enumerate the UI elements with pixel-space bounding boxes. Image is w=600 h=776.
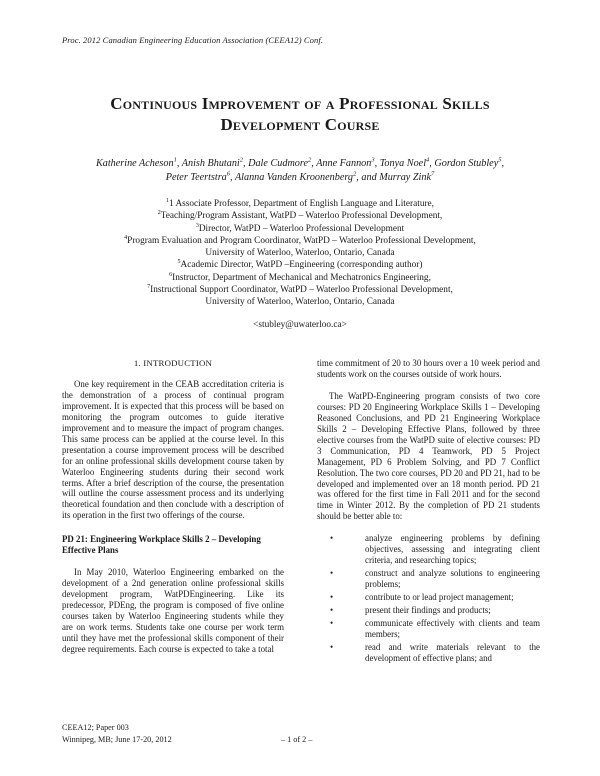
footer-info bbox=[62, 722, 172, 746]
page-number: – 1 of 2 – bbox=[281, 735, 313, 744]
bullet-icon: • bbox=[330, 618, 334, 629]
bullet-icon: • bbox=[330, 592, 334, 603]
section-heading: 1. INTRODUCTION bbox=[133, 358, 213, 368]
footer-location-date: Winnipeg, MB; June 17-20, 2012 bbox=[62, 735, 172, 744]
affiliation-list bbox=[60, 198, 540, 331]
author: Anish Bhutani$^2$ bbox=[181, 156, 244, 169]
footer-paper-id: CEEA12; Paper 003 bbox=[62, 723, 129, 732]
affiliation: $^7$Instructional Support Coordinator, WatPD – Waterloo Professional Development, bbox=[147, 283, 453, 296]
continued-paragraph: time commitment of 20 to 30 hours over a 10 week period and students work on the courses outside of work hours. bbox=[317, 358, 540, 379]
contact-email[interactable]: <stubley@uwaterloo.ca> bbox=[253, 319, 347, 330]
list-item: • communicate effectively with clients and team members; bbox=[330, 618, 540, 639]
list-item: • contribute to or lead project management; bbox=[330, 592, 514, 603]
author: Peter Teertstra$^6$ bbox=[165, 170, 231, 183]
author: Alanna Vanden Kroonenberg$^2$ bbox=[234, 170, 357, 183]
title-line-1: Continuous Improvement of a Professional Skills bbox=[110, 94, 490, 113]
affiliation: $^6$Instructor, Department of Mechanical and Mechatronics Engineering, bbox=[169, 271, 431, 283]
intro-paragraph: One key requirement in the CEAB accreditation criteria is the demonstration of a process of continual program improvement. It is expected that this process will be based on monitoring the program outcomes to guide iterative improvement and to measure the impact of program changes. This same process can be applied at the course level. In this presentation a course improvement process will be described for an online professional skills development course taken by Waterloo Engineering students during their second work terms. After a brief description of the course, the presentation will outline the course assessment process and its underlying theoretical foundation and then conclude with a description of its operation in the first two offerings of the course. bbox=[62, 378, 284, 521]
affiliation: $^2$Teaching/Program Assistant, WatPD – Waterloo Professional Development, bbox=[157, 210, 443, 222]
affiliation: $^1$1 Associate Professor, Department of English Language and Literature, bbox=[165, 197, 435, 209]
affiliation: $^4$Program Evaluation and Program Coordinator, WatPD – Waterloo Professional Development, bbox=[124, 234, 476, 246]
author: Dale Cudmore$^2$ bbox=[248, 156, 312, 169]
author-list: Katherine Acheson$^1$, Anish Bhutani$^2$, Dale Cudmore$^2$, Anne Fannon$^3$, Tonya Noel$^4$, Gordon Stubley$^5$, Peter Teertstra$^6$, Alanna Vanden Kroonenberg$^2$, and Murray Zink$^7$ bbox=[95, 156, 505, 183]
bullet-icon: • bbox=[330, 533, 334, 544]
list-item: • construct and analyze solutions to engineering problems; bbox=[330, 568, 540, 590]
outcomes-list bbox=[317, 533, 540, 663]
bullet-icon: • bbox=[330, 568, 334, 579]
affiliation: University of Waterloo, Waterloo, Ontario, Canada bbox=[205, 248, 395, 259]
left-column bbox=[62, 358, 284, 666]
affiliation: $^3$Director, WatPD – Waterloo Professional Development bbox=[195, 222, 405, 234]
affiliation: University of Waterloo, Waterloo, Ontario, Canada bbox=[205, 297, 395, 308]
author: Katherine Acheson$^1$ bbox=[95, 156, 177, 169]
author: Anne Fannon$^3$ bbox=[316, 156, 375, 169]
author: Gordon Stubley$^5$ bbox=[434, 156, 502, 169]
title-line-2: Development Course bbox=[220, 115, 380, 134]
author: Tonya Noel$^4$ bbox=[379, 156, 430, 169]
list-item: • analyze engineering problems by defining objectives, assessing and integrating client criteria, and researching topics; bbox=[330, 533, 540, 566]
bullet-icon: • bbox=[330, 641, 334, 652]
right-column bbox=[317, 358, 540, 666]
list-item: • read and write materials relevant to the development of effective plans; and bbox=[330, 641, 540, 663]
list-item: • present their findings and products; bbox=[330, 605, 491, 616]
affiliation: $^5$Academic Director, WatPD –Engineering (corresponding author) bbox=[177, 259, 423, 271]
subsection-heading: PD 21: Engineering Workplace Skills 2 – Developing Effective Plans bbox=[62, 534, 261, 556]
author: Murray Zink$^7$ bbox=[379, 170, 435, 183]
pd21-paragraph: In May 2010, Waterloo Engineering embarked on the development of a 2nd generation online professional skills development program, WatPDEngineering. Like its predecessor, PDEng, the program is composed of five online courses taken by Waterloo Engineering students while they are on work terms. Students take one course per work term until they have met the professional skills component of their degree requirements. Each course is expected to take a total bbox=[62, 567, 284, 654]
program-paragraph: The WatPD-Engineering program consists of two core courses: PD 20 Engineering Workplace Skills 1 – Developing Reasoned Conclusions, and PD 21 Engineering Workplace Skills 2 – Developing Effective Plans, followed by three elective courses from the WatPD suite of elective courses: PD 3 Communication, PD 4 Teamwork, PD 5 Project Management, PD 6 Problem Solving, and PD 7 Conflict Resolution. The two core courses, PD 20 and PD 21, had to be developed and implemented over an 18 month period. PD 21 was offered for the first time in Fall 2011 and for the second time in Winter 2012. By the completion of PD 21 students should be better able to: bbox=[317, 390, 540, 522]
paper-title bbox=[40, 93, 560, 135]
running-header: Proc. 2012 Canadian Engineering Education Association (CEEA12) Conf. bbox=[62, 35, 324, 45]
bullet-icon: • bbox=[330, 605, 334, 616]
